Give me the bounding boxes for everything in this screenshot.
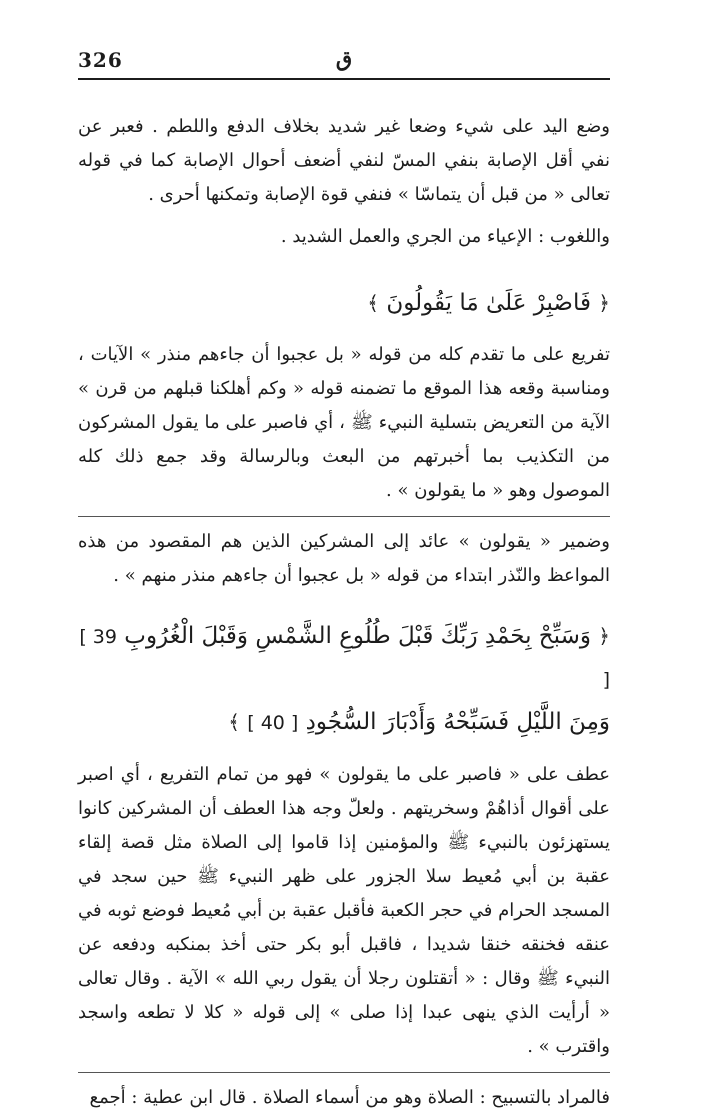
verse-line-1 xyxy=(78,615,610,701)
verse-close-bracket: ﴾ xyxy=(367,291,380,315)
paragraph-atf: عطف على « فاصبر على ما يقولون » فهو من تمام التفريع ، أي اصبر على أقوال أذاهُمْ وسخريتهم . ولعلّ وجه هذا العطف أن المشركين كانوا يستهزئون بالنبيء ﷺ والمؤمنين إذا قاموا إلى الصلاة مثل قصة إلقاء عقبة بن أبي مُعيط سلا الجزور على ظهر النبيء ﷺ حين سجد في المسجد الحرام في حجر الكعبة فأقبل عقبة بن أبي مُعيط فوضع ثوبه في عنقه فخنقه خنقا شديدا ، فاقبل أبو بكر حتى أخذ بمنكبه ودفعه عن النبيء ﷺ وقال : « أتقتلون رجلا أن يقول ربي الله » الآية . وقال تعالى « أرأيت الذي ينهى عبدا إذا صلى » إلى قوله « كلا لا تطعه واسجد واقترب » . xyxy=(78,764,610,1057)
page-number: 326 xyxy=(78,48,123,72)
verse-close-bracket: ﴾ xyxy=(228,710,240,734)
verse-be-patient xyxy=(78,282,610,324)
verse-glorify xyxy=(78,615,610,744)
page-header xyxy=(78,44,610,80)
verse-text: فَاصْبِرْ عَلَىٰ مَا يَقُولُونَ xyxy=(386,290,591,316)
verse-text: وَسَبِّحْ بِحَمْدِ رَبِّكَ قَبْلَ طُلُوعِ الشَّمْسِ وَقَبْلَ الْغُرُوبِ xyxy=(124,623,591,649)
paragraph-tafri: تفريع على ما تقدم كله من قوله « بل عجبوا أن جاءهم منذر » الآيات ، ومناسبة وقعه هذا الموقع ما تضمنه قوله « وكم أهلكنا قبلهم من قرن » الآية من التعريض بتسلية النبيء ﷺ ، أي فاصبر على ما يقول المشركون من التكذيب بما أخبرتهم من البعث وبالرسالة وقد جمع ذلك كله الموصول وهو « ما يقولون » . xyxy=(78,344,610,501)
paragraph-touch-meaning: وضع اليد على شيء وضعا غير شديد بخلاف الدفع واللطم . فعبر عن نفي أقل الإصابة بنفي المسّ لنفي أضعف أحوال الإصابة كما في قوله تعالى « من قبل أن يتماسّا » فنفي قوة الإصابة وتمكنها أحرى . xyxy=(78,116,610,205)
page-body xyxy=(78,110,610,1115)
verse-text: وَمِنَ اللَّيْلِ فَسَبِّحْهُ وَأَدْبَارَ السُّجُودِ xyxy=(305,709,610,735)
running-title: ق xyxy=(335,46,353,71)
verse-number: [ 40 ] xyxy=(247,712,299,734)
verse-number: [ 39 ] xyxy=(79,626,610,691)
verse-open-bracket: ﴿ xyxy=(598,624,610,648)
verse-line-2 xyxy=(78,701,610,744)
verse-open-bracket: ﴿ xyxy=(598,291,610,315)
paragraph-tasbih: فالمراد بالتسبيح : الصلاة وهو من أسماء الصلاة . قال ابن عطية : أجمع xyxy=(89,1087,610,1108)
paragraph-lughub: واللغوب : الإعياء من الجري والعمل الشديد . xyxy=(280,226,610,247)
paragraph-pronoun: وضمير « يقولون » عائد إلى المشركين الذين هم المقصود من هذه المواعظ والنّذر ابتداء من قوله « بل عجبوا أن جاءهم منذر منهم » . xyxy=(78,531,610,586)
